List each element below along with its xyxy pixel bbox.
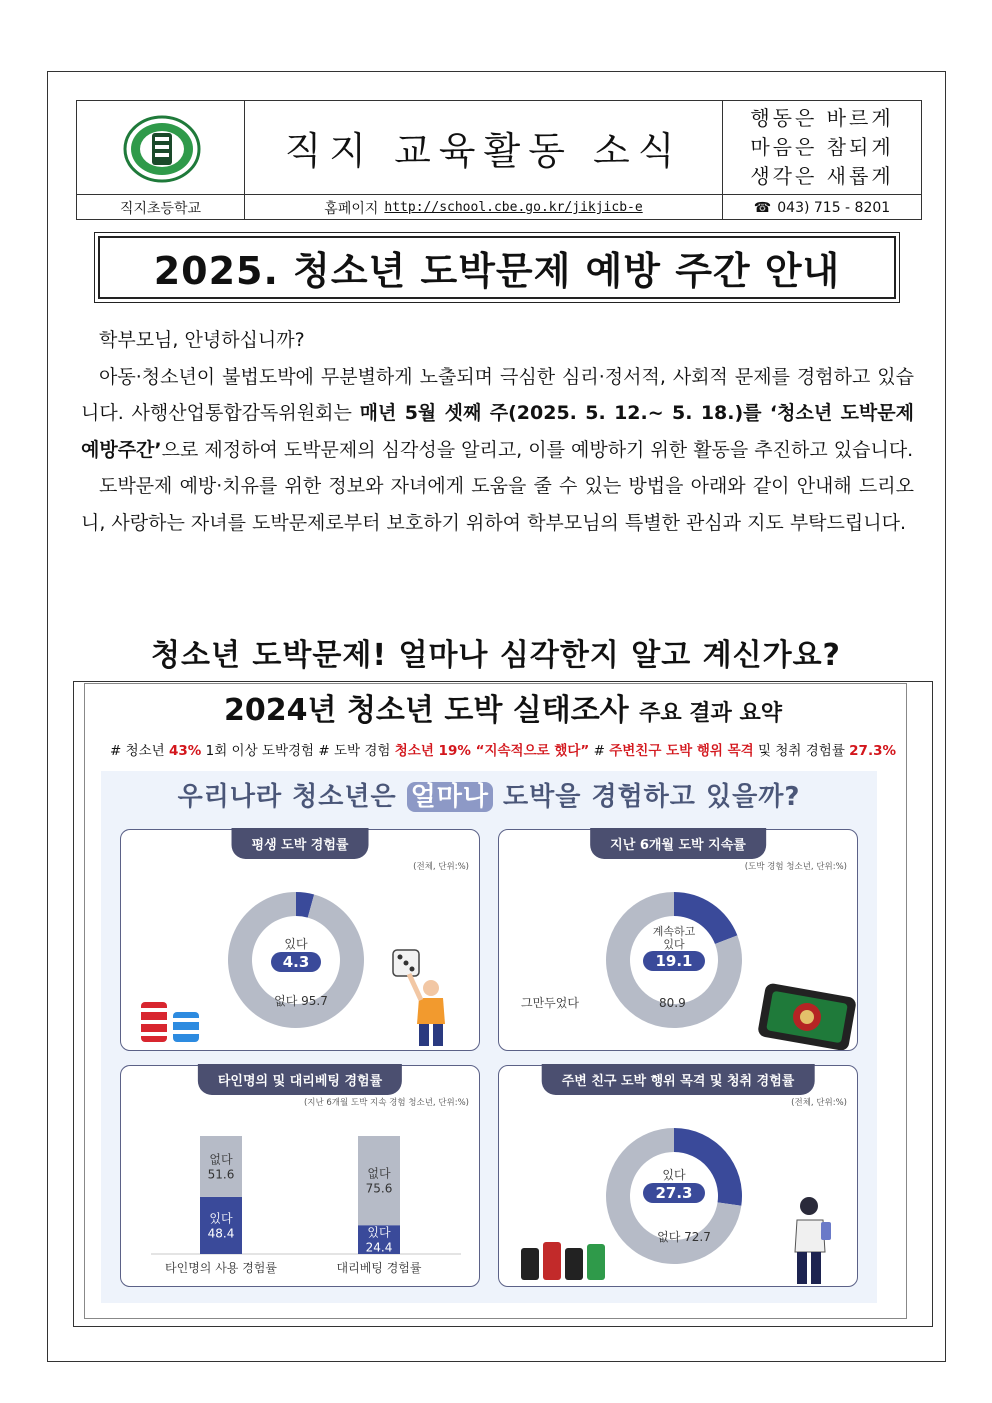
text-span: 으로 제정하여 도박문제의 심각성을 알리고, 이를 예방하기 위한 활동을 추진하고 있습니다. [161,438,914,461]
bar-yes-value: 24.4 [365,1240,393,1255]
header-info-row [77,194,921,219]
bar-category-label: 타인명의 사용 경험률 [165,1261,277,1275]
highlight-text: ‘청소년 도박문제 예방주간’ [81,402,914,461]
casino-chips-icon [517,1234,617,1284]
yes-label: 있다 [284,937,308,951]
summary-text: 및 청취 경험률 [753,743,850,759]
phone-icon: ☎ [753,199,772,216]
bar-yes-label: 있다 [367,1225,391,1240]
yes-value: 4.3 [271,952,322,972]
bar-yes-label: 있다 [209,1211,233,1226]
homepage-label: 홈페이지 [324,200,379,217]
card-proxy-betting [120,1065,480,1287]
smartphone-roulette-icon [757,980,857,1050]
summary-text: # 청소년 [109,743,170,759]
card-unit: (전체, 단위:%) [791,1098,847,1108]
school-name: 직지초등학교 [119,200,202,217]
card-unit: (전체, 단위:%) [413,862,469,872]
yes-value: 19.1 [643,951,704,971]
homepage-link[interactable]: http://school.cbe.go.kr/jikjicb-e [384,200,643,215]
card-unit: (지난 6개월 도박 지속 경험 청소년, 단위:%) [303,1098,469,1108]
card-unit: (도박 경험 청소년, 단위:%) [744,862,847,872]
newsletter-header [76,100,922,220]
bar-yes-value: 48.4 [207,1226,235,1241]
paragraph-1 [81,359,914,469]
card-title: 주변 친구 도박 행위 목격 및 청취 경험률 [542,1064,815,1095]
infographic [101,771,877,1303]
motto-cell [723,101,921,194]
notice-body [81,322,914,541]
highlight-text: 매년 5월 셋째 주 [359,402,509,424]
summary-highlight: 43% [169,743,202,759]
no-label: 없다 95.7 [274,994,328,1008]
survey-title [0,685,992,729]
notice-title: 2025. 청소년 도박문제 예방 주간 안내 [153,249,841,293]
section-question: 청소년 도박문제! 얼마나 심각한지 알고 계신가요? [151,638,841,673]
bar-no-value: 75.6 [365,1181,393,1196]
banner-text: 도박을 경험하고 있을까? [493,782,801,812]
summary-text: 1회 이상 도박경험 # 도박 경험 [201,743,395,759]
newsletter-title: 직지 교육활동 소식 [284,129,683,173]
card-lifetime-gambling [120,829,480,1051]
card-gambling-persistence [498,829,858,1051]
banner-text: 우리나라 청소년은 [177,782,407,812]
survey-summary [78,739,928,759]
highlight-text: (2025. 5. 12.~ 5. 18.)를 [508,402,770,424]
yes-label: 계속하고 있다 [652,925,696,951]
paragraph-2: 도박문제 예방·치유를 위한 정보와 자녀에게 도움을 줄 수 있는 방법을 아래와 같이 안내해 드리오니, 사랑하는 자녀를 도박문제로부터 보호하기 위하여 학부모님의 특별한 관심과 지도 부탁드립니다. [81,475,914,534]
motto-line: 마음은 참되게 [750,135,894,159]
notice-title-box [94,232,900,303]
summary-highlight: 27.3% [849,743,896,759]
title-cell [245,101,723,194]
card-title: 타인명의 및 대리베팅 경험률 [198,1064,402,1095]
summary-text: # [589,743,610,759]
card-title: 지난 6개월 도박 지속률 [590,828,766,859]
no-value: 80.9 [659,996,686,1010]
bar-no-label: 없다 [367,1166,391,1181]
casino-chips-icon [131,990,221,1048]
survey-title-sub: 주요 결과 요약 [639,701,782,726]
yes-value: 27.3 [643,1183,704,1203]
survey-title-main: 2024년 청소년 도박 실태조사 [224,693,629,728]
person-with-phone-icon [779,1194,849,1286]
summary-highlight: 청소년 19% “지속적으로 했다” [394,743,590,759]
no-label: 없다 72.7 [657,1230,711,1244]
greeting: 학부모님, 안녕하십니까? [99,329,305,351]
phone-number: 043) 715 - 8201 [777,199,891,216]
motto-line: 행동은 바르게 [750,106,894,130]
person-with-dice-icon [371,948,471,1048]
text-span: 아동·청소년이 불법도박에 무분별하게 노출되며 극심한 심리·정서적, 사회적 문제를 경험하고 있습니다. 사행산업통합감독위원회는 [81,365,914,424]
no-label: 그만두었다 [521,996,579,1010]
bar-no-value: 51.6 [207,1167,235,1182]
school-emblem-icon [123,115,201,183]
summary-highlight: 주변친구 도박 행위 목격 [609,743,754,759]
logo-cell [77,101,245,194]
bar-no-label: 없다 [209,1152,233,1167]
infographic-banner [141,777,837,817]
yes-label: 있다 [662,1168,686,1182]
banner-highlight: 얼마나 [407,782,493,812]
bar-category-label: 대리베팅 경험률 [336,1261,422,1275]
motto-line: 생각은 새롭게 [750,164,894,188]
card-title: 평생 도박 경험률 [232,828,369,859]
stacked-bar-chart [121,1066,481,1288]
card-friend-witness [498,1065,858,1287]
